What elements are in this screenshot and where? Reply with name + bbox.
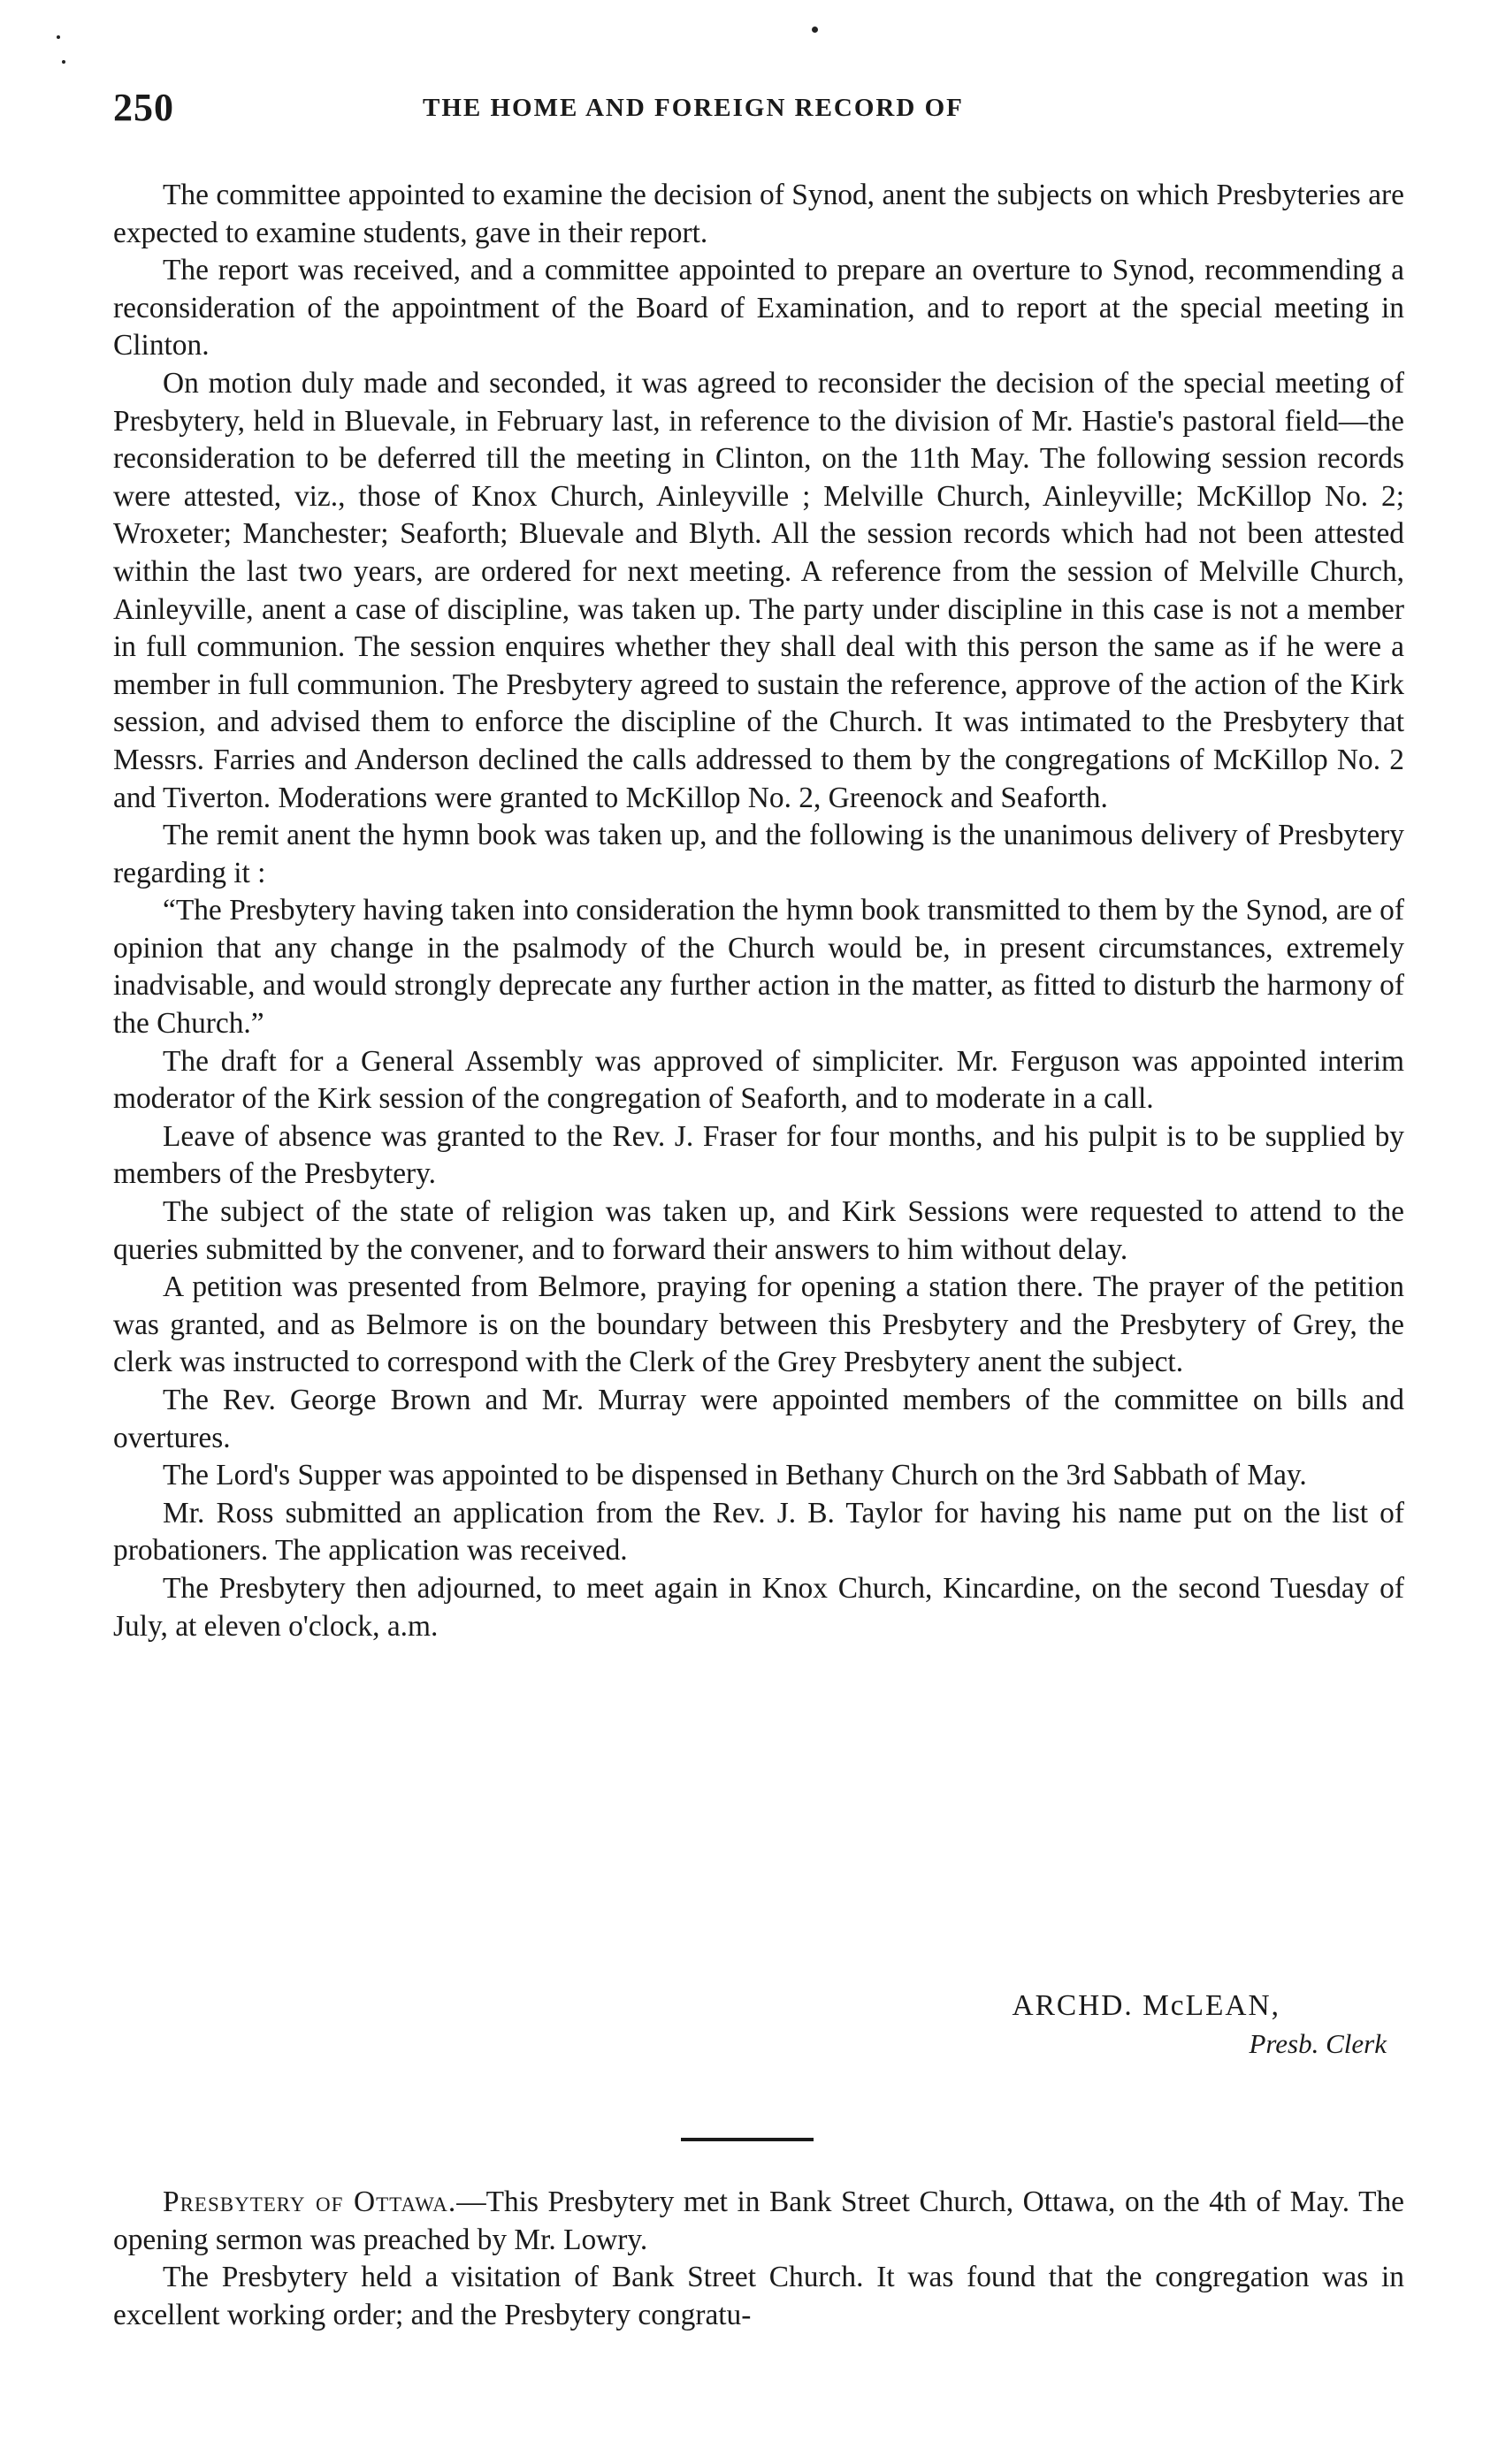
paragraph: On motion duly made and seconded, it was agreed to reconsider the decision of the special meeting of Presbytery, held in Bluevale, in February last, in reference to the division of Mr. Hastie's pastoral field—the reconsideration to be deferred till the meeting in Clinton, on the 11th May. The following session records were attested, viz., those of Knox Church, Ainleyville ; Melville Church, Ainleyville; McKillop No. 2; Wroxeter; Manchester; Seaforth; Bluevale and Blyth. All the session records which had not been attested within the last two years, are ordered for next meeting. A reference from the session of Melville Church, Ainleyville, anent a case of discipline, was taken up. The party under discipline in this case is not a member in full communion. The session enquires whether they shall deal with this person the same as if he were a member in full communion. The Presbytery agreed to sustain the reference, approve of the action of the Kirk session, and advised them to enforce the discipline of the Church. It was intimated to the Presbytery that Messrs. Farries and Anderson declined the calls addressed to them by the congregations of McKillop No. 2 and Tiverton. Moderations were granted to McKillop No. 2, Greenock and Seaforth. — [113, 366, 1404, 814]
print-speck — [62, 60, 65, 64]
page-header — [113, 85, 1404, 147]
paragraph: The Presbytery held a visitation of Bank Street Church. It was found that the congregation was in excellent working order; and the Presbytery congratu- — [113, 2261, 1404, 2331]
signature-name: ARCHD. McLEAN, — [1012, 1989, 1280, 2022]
signature-title: Presb. Clerk — [1249, 2028, 1387, 2059]
paragraph — [113, 2184, 1404, 2259]
paragraph: Leave of absence was granted to the Rev. J. Fraser for four months, and his pulpit is to be supplied by members of the Presbytery. — [113, 1119, 1404, 1191]
paragraph: The Lord's Supper was appointed to be dispensed in Bethany Church on the 3rd Sabbath of May. — [163, 1459, 1307, 1492]
running-head: THE HOME AND FOREIGN RECORD OF — [423, 94, 964, 122]
paragraph: The subject of the state of religion was taken up, and Kirk Sessions were requested to attend to the queries submitted by the convener, and to forward their answers to him without delay. — [113, 1195, 1404, 1266]
page-number: 250 — [113, 86, 174, 129]
paragraph: The remit anent the hymn book was taken up, and the following is the unanimous delivery of Presbytery regarding it : — [113, 819, 1404, 889]
print-speck — [812, 27, 818, 33]
paragraph: The committee appointed to examine the decision of Synod, anent the subjects on which Presbyteries are expected to examine students, gave in their report. — [113, 179, 1404, 249]
quoted-paragraph: “The Presbytery having taken into consideration the hymn book transmitted to them by the Synod, are of opinion that any change in the psalmody of the Church would be, in present circumstances, extremely inadvisable, and would strongly deprecate any further action in the matter, as fitted to disturb the harmony of the Church.” — [113, 894, 1404, 1041]
paragraph: The report was received, and a committee appointed to prepare an overture to Synod, recommending a reconsideration of the appointment of the Board of Examination, and to report at the special meeting in Clinton. — [113, 254, 1404, 362]
section-divider — [681, 2138, 814, 2141]
paragraph: Mr. Ross submitted an application from the Rev. J. B. Taylor for having his name put on the list of probationers. The application was received. — [113, 1496, 1404, 1568]
paragraph: The Rev. George Brown and Mr. Murray were appointed members of the committee on bills and overtures. — [113, 1384, 1404, 1454]
paragraph: The draft for a General Assembly was approved of simpliciter. Mr. Ferguson was appointed interim moderator of the Kirk session of the congregation of Seaforth, and to moderate in a call. — [113, 1044, 1404, 1116]
ottawa-section — [113, 2184, 1404, 2334]
paragraph-text: —This Presbytery met in Bank Street Church, Ottawa, on the 4th of May. The opening sermon was preached by Mr. Lowry. — [113, 2186, 1405, 2256]
paragraph: A petition was presented from Belmore, praying for opening a station there. The prayer of the petition was granted, and as Belmore is on the boundary between this Presbytery and the Presbytery of Grey, the clerk was instructed to correspond with the Clerk of the Grey Presbytery anent the subject. — [113, 1270, 1404, 1379]
section-heading: Presbytery of Ottawa. — [163, 2186, 457, 2218]
article-body — [113, 177, 1404, 1645]
print-speck — [57, 35, 60, 39]
paragraph: The Presbytery then adjourned, to meet again in Knox Church, Kincardine, on the second Tuesday of July, at eleven o'clock, a.m. — [113, 1571, 1404, 1643]
